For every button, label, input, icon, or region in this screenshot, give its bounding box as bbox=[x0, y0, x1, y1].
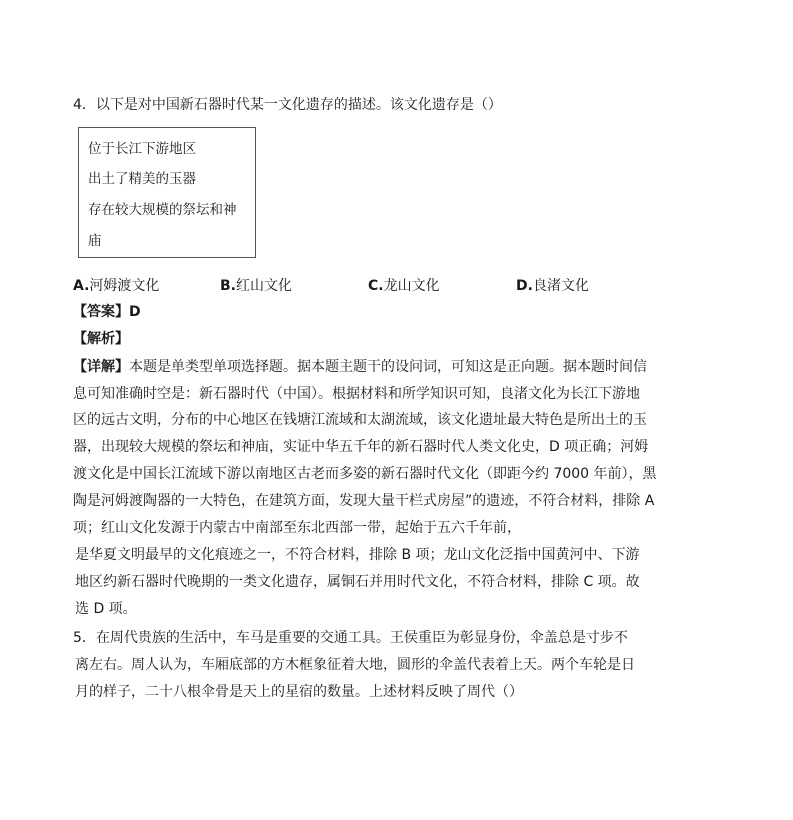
q4-detail-line-9: 地区约新石器时代晚期的一类文化遗存，属铜石并用时代文化，不符合材料，排除 C 项。故 bbox=[75, 574, 640, 590]
option-letter: A. bbox=[73, 278, 90, 294]
detail-text: 本题是单类型单项选择题。据本题主题干的设问词，可知这是正向题。据本题时间信 bbox=[129, 359, 647, 375]
option-text: 良渚文化 bbox=[532, 278, 589, 294]
q5-line-3: 月的样子，二十八根伞骨是天上的星宿的数量。上述材料反映了周代（） bbox=[75, 684, 523, 700]
q5-line-2: 离左右。周人认为，车厢底部的方木框象征着大地，圆形的伞盖代表着上天。两个车轮是日 bbox=[75, 657, 635, 673]
q4-stem: 4．以下是对中国新石器时代某一文化遗存的描述。该文化遗存是（） bbox=[73, 97, 502, 113]
answer-value: D bbox=[129, 304, 141, 320]
q4-answer bbox=[73, 302, 141, 322]
answer-label: 【答案】 bbox=[73, 304, 129, 320]
q4-detail-line-7: 项；红山文化发源于内蒙古中南部至东北西部一带，起始于五六千年前， bbox=[73, 520, 521, 536]
option-letter: B. bbox=[220, 278, 236, 294]
q4-detail-line-2: 息可知准确时空是：新石器时代（中国）。根据材料和所学知识可知，良渚文化为长江下游地 bbox=[73, 386, 640, 402]
q4-option-b bbox=[220, 276, 292, 296]
option-text: 红山文化 bbox=[236, 278, 292, 294]
q4-detail-line-3: 区的远古文明，分布的中心地区在钱塘江流域和太湖流域，该文化遗址最大特色是所出土的玉 bbox=[73, 412, 647, 428]
q4-box-line-1: 位于长江下游地区 bbox=[88, 141, 196, 157]
q4-option-d bbox=[516, 276, 589, 296]
q4-material-box bbox=[78, 127, 256, 258]
analysis-label: 【解析】 bbox=[73, 331, 129, 347]
q4-detail-line-4: 器，出现较大规模的祭坛和神庙，实证中华五千年的新石器时代人类文化史，D 项正确；河姆 bbox=[73, 439, 649, 455]
q4-option-c bbox=[368, 276, 440, 296]
option-text: 河姆渡文化 bbox=[89, 278, 160, 294]
q4-detail-line-10: 选 D 项。 bbox=[75, 601, 137, 617]
q4-detail-line-1 bbox=[73, 357, 647, 377]
q4-analysis-label bbox=[73, 329, 129, 349]
q4-option-a bbox=[73, 276, 159, 296]
option-letter: C. bbox=[368, 278, 384, 294]
q4-box-line-3: 存在较大规模的祭坛和神 bbox=[88, 202, 237, 218]
q4-detail-line-6: 陶是河姆渡陶器的一大特色，在建筑方面，发现大量干栏式房屋”的遗迹，不符合材料，排除 A bbox=[73, 493, 655, 509]
option-text: 龙山文化 bbox=[383, 278, 440, 294]
detail-label: 【详解】 bbox=[73, 359, 129, 375]
option-letter: D. bbox=[516, 278, 533, 294]
q4-detail-line-8: 是华夏文明最早的文化痕迹之一，不符合材料，排除 B 项；龙山文化泛指中国黄河中、下游 bbox=[75, 547, 640, 563]
q4-box-line-4: 庙 bbox=[88, 233, 102, 249]
q5-line-1: 5．在周代贵族的生活中，车马是重要的交通工具。王侯重臣为彰显身份，伞盖总是寸步不 bbox=[73, 630, 628, 646]
q4-box-line-2: 出土了精美的玉器 bbox=[88, 171, 196, 187]
q4-detail-line-5: 渡文化是中国长江流域下游以南地区古老而多姿的新石器时代文化（即距今约 7000 年前），黑 bbox=[73, 466, 657, 482]
